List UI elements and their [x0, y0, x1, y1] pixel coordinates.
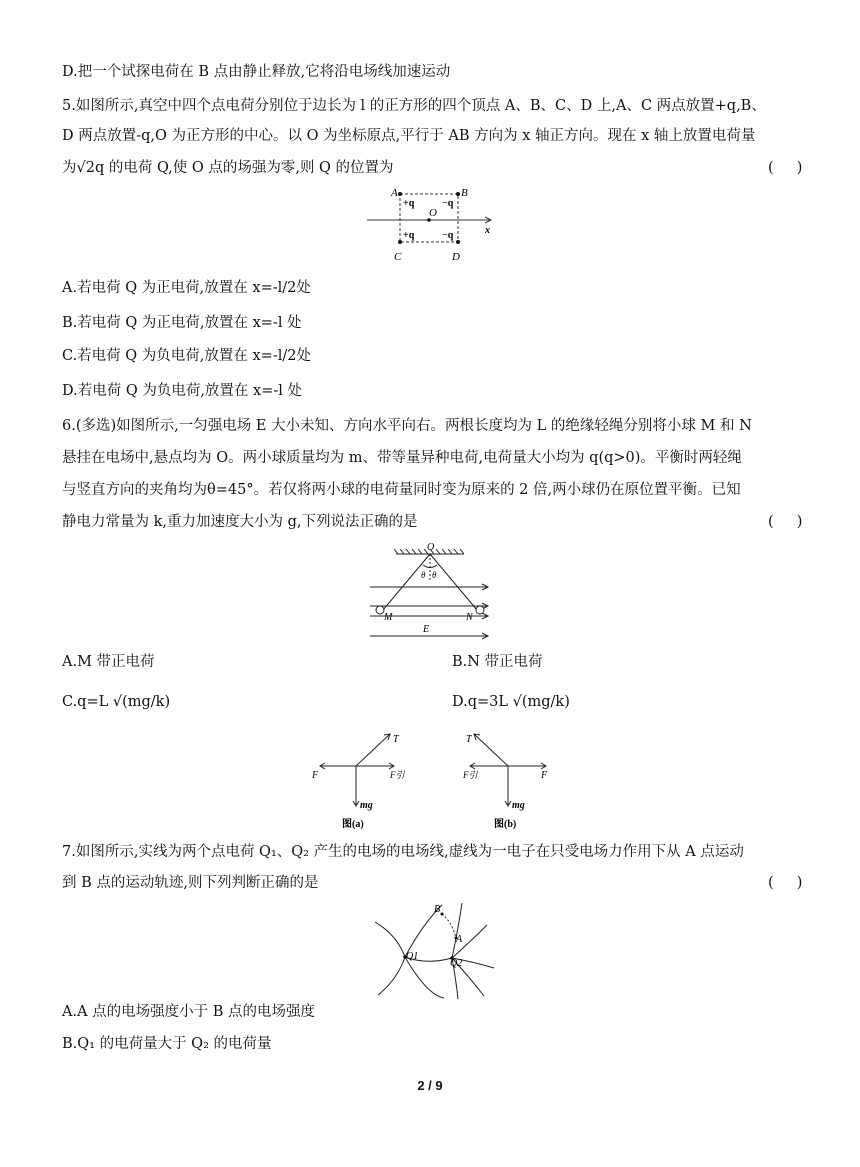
q7-figure: [372, 900, 497, 1000]
electron-trajectory: [442, 914, 456, 938]
label-q2: Q2: [450, 958, 463, 969]
b-label-t: T: [466, 734, 472, 745]
page-number: 2 / 9: [417, 1078, 443, 1093]
q7-stem-line2: 到 B 点的运动轨迹,则下列判断正确的是: [62, 875, 319, 891]
label-minus-q-d: −q: [442, 230, 454, 241]
ball-n: [476, 606, 484, 614]
field-line-q1-q2-bottom: [405, 957, 444, 998]
q6-option-c: C.q=L √(mg/k): [62, 694, 171, 710]
q5-stem-line2: D 两点放置-q,O 为正方形的中心。以 O 为坐标原点,平行于 AB 方向为 x 轴正方向。现在 x 轴上放置电荷量: [62, 128, 756, 144]
a-label-t: T: [393, 734, 399, 745]
q6-option-b: B.N 带正电荷: [452, 654, 543, 670]
q7-answer-paren: ( ): [768, 875, 803, 891]
q6-figure: [368, 540, 493, 642]
label-e: E: [423, 624, 430, 635]
a-tension: [356, 734, 390, 766]
label-o: O: [429, 207, 437, 219]
label-m: M: [384, 612, 393, 623]
q5-answer-paren: ( ): [768, 160, 803, 176]
b-label-mg: mg: [512, 800, 525, 811]
q7-option-b: B.Q₁ 的电荷量大于 Q₂ 的电荷量: [62, 1036, 272, 1052]
label-d: D: [452, 251, 460, 263]
label-x: x: [485, 225, 490, 236]
charge-a: [398, 192, 402, 196]
string-n: [430, 554, 477, 610]
charge-d: [456, 240, 460, 244]
field-line-q1-1: [375, 922, 405, 957]
q6-stem-line4: 静电力常量为 k,重力加速度大小为 g,下列说法正确的是: [62, 514, 418, 530]
label-plus-q-c: +q: [403, 230, 415, 241]
label-n: N: [466, 612, 473, 623]
q6-option-a: A.M 带正电荷: [62, 654, 155, 670]
a-label-fyin: F引: [390, 770, 405, 780]
q5-stem-line1: 5.如图所示,真空中四个点电荷分别位于边长为 l 的正方形的四个顶点 A、B、C、D 上,A、C 两点放置+q,B、: [62, 98, 766, 114]
q6-stem-line2: 悬挂在电场中,悬点均为 O。两小球质量均为 m、带等量异种电荷,电荷量大小均为 q(q>0)。平衡时两轻绳: [62, 450, 742, 466]
ball-m: [376, 606, 384, 614]
label-theta-right: θ: [432, 570, 437, 580]
label-minus-q-b: −q: [442, 198, 454, 209]
b-caption: 图(b): [494, 819, 517, 830]
q7-option-a: A.A 点的电场强度小于 B 点的电场强度: [62, 1004, 316, 1020]
label-a: A: [456, 934, 463, 945]
q6-stem-line3: 与竖直方向的夹角均为θ=45°。若仅将两小球的电荷量同时变为原来的 2 倍,两小球仍在原位置平衡。已知: [62, 482, 741, 498]
q5-option-b: B.若电荷 Q 为正电荷,放置在 x=-l 处: [62, 315, 302, 331]
q5-option-c: C.若电荷 Q 为负电荷,放置在 x=-l/2处: [62, 348, 311, 364]
q6-force-diagrams: [308, 730, 558, 832]
q5-option-a: A.若电荷 Q 为正电荷,放置在 x=-l/2处: [62, 280, 311, 296]
label-o: O: [427, 542, 435, 553]
q5-option-d: D.若电荷 Q 为负电荷,放置在 x=-l 处: [62, 383, 303, 399]
b-tension: [474, 734, 508, 766]
label-plus-q-a: +q: [403, 198, 415, 209]
label-b: B: [461, 187, 468, 199]
charge-c: [398, 240, 402, 244]
q6-option-d: D.q=3L √(mg/k): [452, 694, 570, 710]
q4-option-d: D.把一个试探电荷在 B 点由静止释放,它将沿电场线加速运动: [62, 64, 451, 80]
a-caption: 图(a): [342, 819, 364, 830]
b-label-f: F: [541, 770, 548, 781]
string-m: [383, 554, 430, 610]
q6-stem-line1: 6.(多选)如图所示,一匀强电场 E 大小未知、方向水平向右。两根长度均为 L 的绝缘轻绳分别将小球 M 和 N: [62, 418, 752, 434]
label-theta-left: θ: [421, 570, 426, 580]
label-q1: Q1: [406, 951, 419, 962]
point-b: [441, 913, 444, 916]
q6-answer-paren: ( ): [768, 514, 803, 530]
a-label-f: F: [312, 770, 319, 781]
label-b: B: [434, 904, 441, 915]
charge-b: [456, 192, 460, 196]
label-a: A: [391, 187, 398, 199]
q5-figure: [365, 184, 500, 266]
b-label-fyin: F引: [463, 770, 478, 780]
field-line-q1-2: [378, 957, 405, 995]
q7-stem-line1: 7.如图所示,实线为两个点电荷 Q₁、Q₂ 产生的电场的电场线,虚线为一电子在只受电场力作用下从 A 点运动: [62, 844, 744, 860]
label-c: C: [394, 251, 402, 263]
q5-stem-line3: 为√2q 的电荷 Q,使 O 点的场强为零,则 Q 的位置为: [62, 160, 394, 176]
a-label-mg: mg: [360, 800, 373, 811]
